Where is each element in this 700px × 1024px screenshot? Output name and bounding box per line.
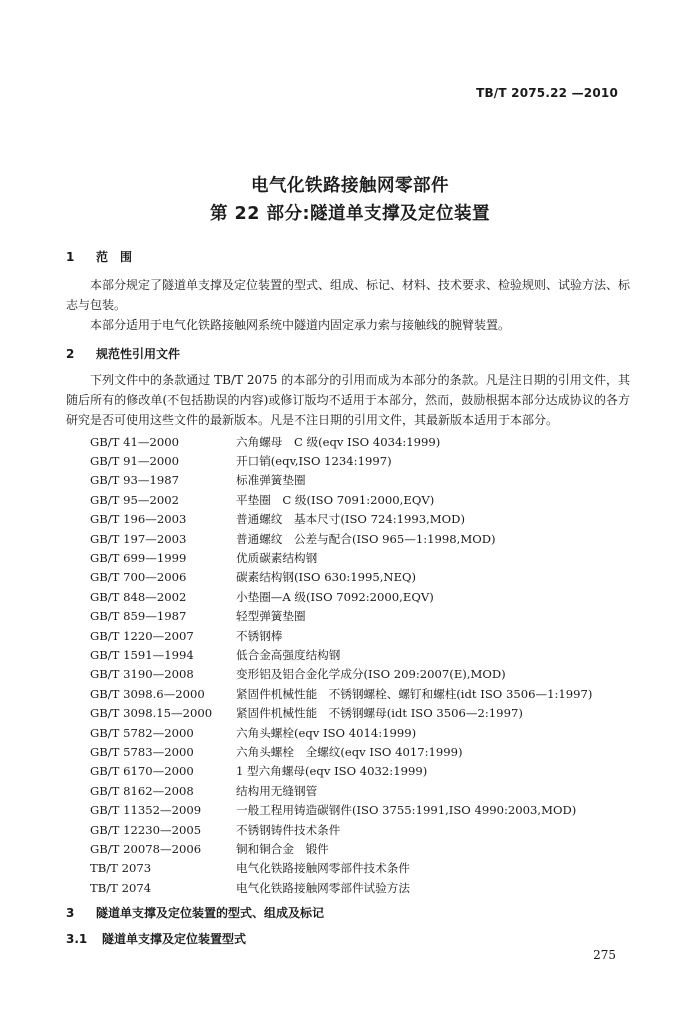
reference-code: GB/T 3098.15—2000	[90, 706, 213, 721]
reference-row	[90, 820, 650, 839]
reference-code: GB/T 859—1987	[90, 609, 187, 624]
section-title: 隧道单支撑及定位装置型式	[102, 932, 247, 946]
reference-title: 小垫圈—A 级(ISO 7092:2000,EQV)	[236, 589, 434, 604]
section-2-heading	[66, 345, 180, 362]
reference-title: 低合金高强度结构钢	[236, 647, 341, 662]
reference-row	[90, 781, 650, 800]
reference-row	[90, 548, 650, 567]
reference-row	[90, 529, 650, 548]
reference-title: 不锈钢棒	[236, 628, 283, 643]
reference-title: 紧固件机械性能 不锈钢螺栓、螺钉和螺柱(idt ISO 3506—1:1997)	[236, 686, 593, 701]
reference-code: TB/T 2074	[90, 880, 152, 895]
reference-code: GB/T 848—2002	[90, 589, 187, 604]
reference-title: 紧固件机械性能 不锈钢螺母(idt ISO 3506—2:1997)	[236, 706, 523, 721]
reference-code: TB/T 2073	[90, 861, 152, 876]
reference-row	[90, 568, 650, 587]
reference-title: 铜和铜合金 锻件	[236, 841, 329, 856]
reference-row	[90, 645, 650, 664]
reference-title: 碳素结构钢(ISO 630:1995,NEQ)	[236, 570, 417, 585]
reference-row	[90, 742, 650, 761]
section-number: 1	[66, 250, 75, 264]
reference-code: GB/T 5782—2000	[90, 725, 194, 740]
reference-title: 普通螺纹 公差与配合(ISO 965—1:1998,MOD)	[236, 531, 496, 546]
reference-row	[90, 703, 650, 722]
reference-title: 不锈钢铸件技术条件	[236, 822, 341, 837]
reference-code: GB/T 1220—2007	[90, 628, 194, 643]
reference-code: GB/T 8162—2008	[90, 783, 194, 798]
reference-title: 电气化铁路接触网零部件试验方法	[236, 880, 410, 895]
reference-code: GB/T 93—1987	[90, 473, 179, 488]
reference-title: 平垫圈 C 级(ISO 7091:2000,EQV)	[236, 492, 435, 507]
reference-row	[90, 723, 650, 742]
reference-code: GB/T 6170—2000	[90, 764, 194, 779]
section-3-1-heading	[66, 930, 246, 947]
reference-row	[90, 800, 650, 819]
reference-code: GB/T 700—2006	[90, 570, 187, 585]
reference-code: GB/T 91—2000	[90, 454, 179, 469]
reference-row	[90, 626, 650, 645]
section-number: 3.1	[66, 932, 88, 946]
reference-title: 1 型六角螺母(eqv ISO 4032:1999)	[236, 764, 428, 779]
standard-code: TB/T 2075.22 —2010	[476, 86, 618, 100]
reference-row	[90, 878, 650, 897]
reference-code: GB/T 196—2003	[90, 512, 187, 527]
reference-code: GB/T 3190—2008	[90, 667, 194, 682]
reference-row	[90, 665, 650, 684]
reference-row	[90, 859, 650, 878]
section-1-heading	[66, 248, 132, 265]
reference-code: GB/T 699—1999	[90, 551, 187, 566]
reference-code: GB/T 1591—1994	[90, 647, 194, 662]
reference-row	[90, 451, 650, 470]
section-1-paragraph-2: 本部分适用于电气化铁路接触网系统中隧道内固定承力索与接触线的腕臂装置。	[90, 318, 511, 332]
reference-title: 电气化铁路接触网零部件技术条件	[236, 861, 410, 876]
reference-title: 六角头螺栓(eqv ISO 4014:1999)	[236, 725, 417, 740]
reference-code: GB/T 11352—2009	[90, 803, 202, 818]
reference-row	[90, 510, 650, 529]
reference-code: GB/T 3098.6—2000	[90, 686, 205, 701]
section-title: 隧道单支撑及定位装置的型式、组成及标记	[96, 906, 325, 920]
section-1-paragraph-1: 本部分规定了隧道单支撑及定位装置的型式、组成、标记、材料、技术要求、检验规则、试验方法、标志与包装。	[66, 278, 631, 312]
reference-title: 结构用无缝钢管	[236, 783, 318, 798]
section-title: 范 围	[96, 250, 133, 264]
section-number: 2	[66, 347, 75, 361]
reference-code: GB/T 41—2000	[90, 434, 179, 449]
reference-row	[90, 587, 650, 606]
section-2-paragraph-1: 下列文件中的条款通过 TB/T 2075 的本部分的引用而成为本部分的条款。凡是注日期的引用文件，其随后所有的修改单(不包括勘误的内容)或修订版均不适用于本部分，然而，鼓励根据本部分达成协议的各方研究是否可使用这些文件的最新版本。凡是不注日期的引用文件，其最新版本适用于本部分。	[66, 373, 630, 427]
reference-title: 优质碳素结构钢	[236, 551, 318, 566]
reference-title: 六角螺母 C 级(eqv ISO 4034:1999)	[236, 434, 441, 449]
section-title: 规范性引用文件	[96, 347, 181, 361]
reference-title: 六角头螺栓 全螺纹(eqv ISO 4017:1999)	[236, 744, 463, 759]
reference-title: 普通螺纹 基本尺寸(ISO 724:1993,MOD)	[236, 512, 465, 527]
reference-title: 开口销(eqv,ISO 1234:1997)	[236, 454, 392, 469]
reference-title: 一般工程用铸造碳钢件(ISO 3755:1991,ISO 4990:2003,MOD)	[236, 803, 577, 818]
reference-row	[90, 839, 650, 858]
reference-row	[90, 432, 650, 451]
reference-code: GB/T 5783—2000	[90, 744, 194, 759]
reference-row	[90, 607, 650, 626]
reference-title: 标准弹簧垫圈	[236, 473, 306, 488]
reference-row	[90, 490, 650, 509]
page-number: 275	[593, 948, 616, 962]
section-number: 3	[66, 906, 75, 920]
reference-row	[90, 762, 650, 781]
reference-row	[90, 471, 650, 490]
reference-row	[90, 684, 650, 703]
section-3-heading	[66, 904, 324, 921]
reference-code: GB/T 197—2003	[90, 531, 187, 546]
normative-references-list	[90, 432, 650, 897]
document-title-line-2: 第 22 部分:隧道单支撑及定位装置	[209, 204, 491, 224]
document-title-line-1: 电气化铁路接触网零部件	[251, 176, 449, 196]
reference-title: 轻型弹簧垫圈	[236, 609, 306, 624]
reference-code: GB/T 12230—2005	[90, 822, 202, 837]
reference-title: 变形铝及铝合金化学成分(ISO 209:2007(E),MOD)	[236, 667, 506, 682]
reference-code: GB/T 20078—2006	[90, 841, 202, 856]
reference-code: GB/T 95—2002	[90, 492, 179, 507]
